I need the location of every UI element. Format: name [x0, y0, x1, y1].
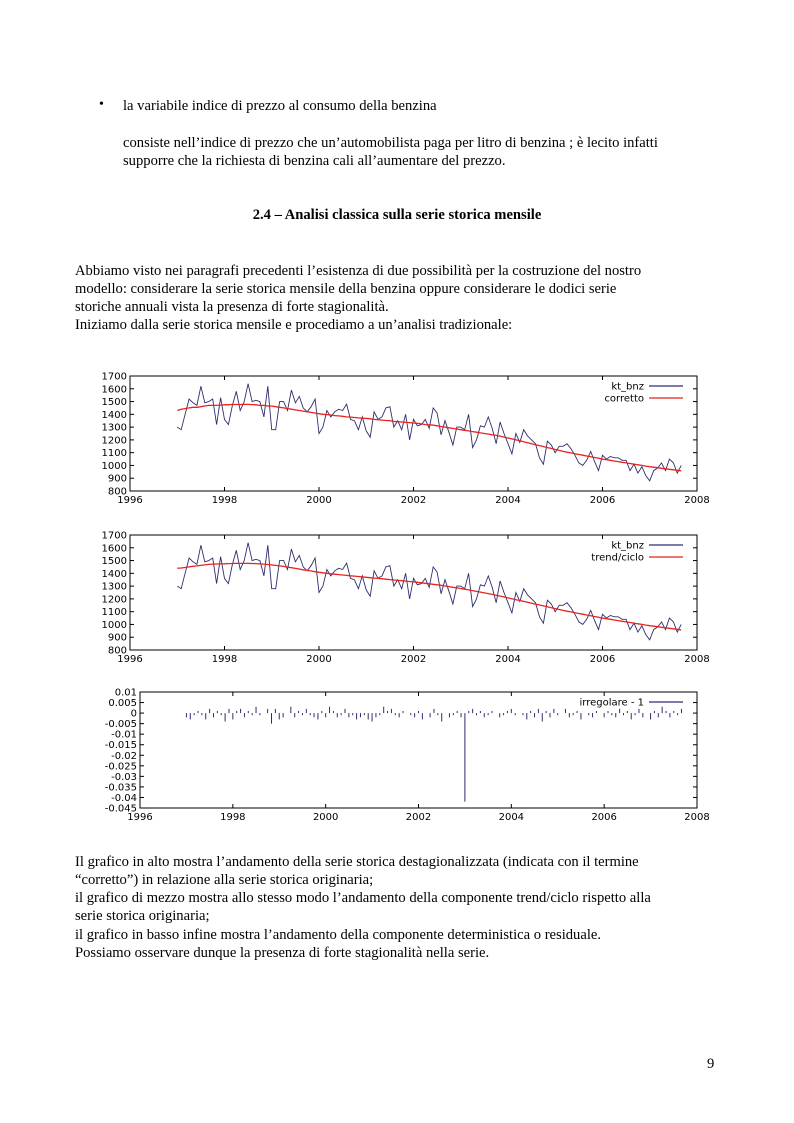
series-line-corretto: [177, 404, 681, 470]
y-tick-label: 1300: [101, 581, 127, 593]
legend-label: corretto: [604, 393, 644, 405]
y-tick-label: 800: [107, 486, 127, 498]
y-tick-label: -0.005: [104, 719, 137, 731]
discussion-line3: il grafico di mezzo mostra allo stesso modo l’andamento della componente trend/ciclo rispetto alla: [75, 890, 651, 906]
plot-frame: [140, 692, 697, 808]
y-tick-label: 1500: [101, 397, 127, 409]
bullet-label: la variabile indice di prezzo al consumo della benzina: [123, 98, 437, 114]
x-tick-label: 2008: [684, 495, 710, 506]
legend-label: kt_bnz: [611, 540, 644, 552]
y-tick-label: 1100: [101, 448, 127, 460]
x-tick-label: 2008: [684, 812, 710, 823]
x-tick-label: 2000: [306, 495, 332, 506]
discussion-line1: Il grafico in alto mostra l’andamento della serie storica destagionalizzata (indicata con il termine: [75, 854, 639, 870]
y-tick-label: 1400: [101, 568, 127, 580]
legend-label: trend/ciclo: [591, 552, 644, 564]
discussion-line4: serie storica originaria;: [75, 908, 210, 924]
x-tick-label: 2004: [498, 812, 525, 823]
discussion-line5: il grafico in basso infine mostra l’andamento della componente deterministica o residuale.: [75, 927, 602, 943]
page-number: 9: [707, 1056, 715, 1072]
y-tick-label: -0.015: [104, 740, 137, 752]
chart-trend-ciclo: [102, 531, 710, 666]
y-tick-label: 800: [107, 645, 127, 657]
discussion-line2: “corretto”) in relazione alla serie storica originaria;: [75, 872, 374, 888]
x-tick-label: 1998: [211, 495, 238, 506]
y-tick-label: 1500: [101, 556, 127, 568]
y-tick-label: -0.03: [111, 771, 137, 783]
x-tick-label: 1996: [127, 812, 153, 823]
x-tick-label: 2000: [306, 654, 332, 665]
x-tick-label: 2006: [589, 654, 616, 665]
bullet-desc-line1: consiste nell’indice di prezzo che un’automobilista paga per litro di benzina ; è lecito infatti: [123, 135, 658, 151]
y-tick-label: -0.02: [111, 750, 137, 762]
intro-line1: Abbiamo visto nei paragrafi precedenti l’esistenza di due possibilità per la costruzione del nostro: [75, 263, 642, 279]
y-tick-label: 1400: [101, 409, 127, 421]
x-tick-label: 2002: [405, 812, 432, 823]
chart-corretto: [102, 372, 710, 507]
y-tick-label: 1600: [101, 543, 127, 555]
y-tick-label: 1100: [101, 607, 127, 619]
intro-line3: storiche annuali vista la presenza di forte stagionalità.: [75, 299, 389, 315]
section-title: 2.4 – Analisi classica sulla serie storica mensile: [252, 207, 542, 223]
y-tick-label: -0.045: [104, 803, 137, 815]
y-tick-label: -0.025: [104, 761, 137, 773]
x-tick-label: 2006: [589, 495, 616, 506]
discussion-line6: Possiamo osservare dunque la presenza di forte stagionalità nella serie.: [75, 945, 490, 961]
x-tick-label: 1996: [117, 654, 143, 665]
y-tick-label: 0.01: [114, 687, 137, 699]
y-tick-label: -0.035: [104, 782, 137, 794]
x-tick-label: 1998: [211, 654, 238, 665]
y-tick-label: 1000: [101, 619, 127, 631]
y-tick-label: 1200: [101, 435, 127, 447]
x-tick-label: 2004: [495, 495, 521, 506]
y-tick-label: 0.005: [108, 698, 137, 710]
y-tick-label: 1700: [101, 530, 127, 542]
x-tick-label: 1996: [117, 495, 143, 506]
x-tick-label: 2002: [400, 654, 427, 665]
legend-label: kt_bnz: [611, 381, 644, 393]
intro-line4: Iniziamo dalla serie storica mensile e procediamo a un’analisi tradizionale:: [75, 317, 513, 333]
y-tick-label: 1000: [101, 460, 127, 472]
y-tick-label: 1200: [101, 594, 127, 606]
x-tick-label: 2006: [591, 812, 617, 823]
y-tick-label: -0.04: [111, 792, 137, 804]
bullet-desc-line2: supporre che la richiesta di benzina cali all’aumentare del prezzo.: [123, 153, 506, 169]
x-tick-label: 1998: [220, 812, 246, 823]
chart-irregolare: [105, 688, 710, 824]
intro-line2: modello: considerare la serie storica mensile della benzina oppure considerare le dodici serie: [75, 281, 617, 297]
y-tick-label: 900: [107, 473, 127, 485]
x-tick-label: 2004: [495, 654, 521, 665]
legend-label: irregolare - 1: [579, 697, 644, 709]
x-tick-label: 2002: [400, 495, 427, 506]
bullet-symbol: •: [99, 97, 104, 112]
x-tick-label: 2008: [684, 654, 710, 665]
x-tick-label: 2000: [312, 812, 339, 823]
y-tick-label: -0.01: [111, 729, 137, 741]
y-tick-label: 1700: [101, 371, 127, 383]
y-tick-label: 1300: [101, 422, 127, 434]
y-tick-label: 900: [107, 632, 127, 644]
y-tick-label: 1600: [101, 384, 127, 396]
y-tick-label: 0: [130, 708, 137, 720]
series-line-trend-ciclo: [177, 563, 681, 629]
